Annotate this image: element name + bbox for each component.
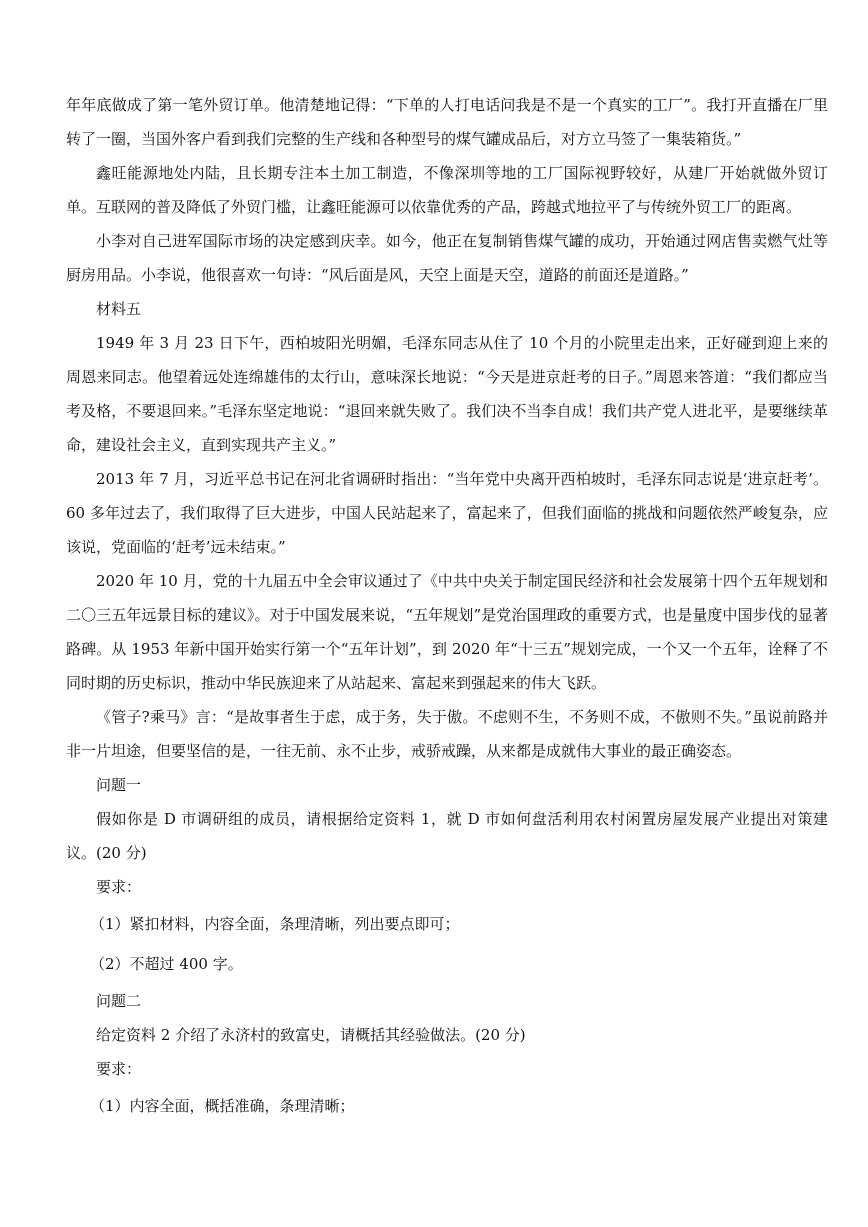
paragraph-guanzi-quote: 《管子?乘马》言：“是故事者生于虑，成于务，失于傲。不虑则不生，不务则不成，不傲则不失。”虽说前路并非一片坦途，但要坚信的是，一往无前、永不止步，戒骄戒躁，从来都是成就伟大事业的最正确姿态。: [66, 708, 828, 760]
paragraph-xibaipo-1949: 1949 年 3 月 23 日下午，西柏坡阳光明媚，毛泽东同志从住了 10 个月的小院里走出来，正好碰到迎上来的周恩来同志。他望着远处连绵雄伟的太行山，意味深长地说：“今天是进京赶考的日子。”周恩来答道：“我们都应当考及格，不要退回来。”毛泽东坚定地说：“退回来就失败了。我们决不当李自成！我们共产党人进北平，是要继续革命，建设社会主义，直到实现共产主义。”: [66, 334, 828, 454]
material-five-heading: 材料五: [96, 300, 142, 318]
paragraph-order-story: 年年底做成了第一笔外贸订单。他清楚地记得：“下单的人打电话问我是不是一个真实的工厂”。我打开直播在厂里转了一圈，当国外客户看到我们完整的生产线和各种型号的煤气罐成品后，对方立马签了一集装箱货。”: [66, 96, 828, 148]
question-two-heading: 问题二: [96, 992, 142, 1010]
paragraph-2020-five-year-plan: 2020 年 10 月，党的十九届五中全会审议通过了《中共中央关于制定国民经济和社会发展第十四个五年规划和二〇三五年远景目标的建议》。对于中国发展来说，“五年规划”是党治国理政的重要方式，也是量度中国步伐的显著路碑。从 1953 年新中国开始实行第一个“五年计划”，到 2020 年“十三五”规划完成，一个又一个五年，诠释了不同时期的历史标识，推动中华民族迎来了从站起来、富起来到强起来的伟大飞跃。: [66, 572, 828, 692]
paragraph-xinwang-energy: 鑫旺能源地处内陆，且长期专注本土加工制造，不像深圳等地的工厂国际视野较好，从建厂开始就做外贸订单。互联网的普及降低了外贸门槛，让鑫旺能源可以依靠优秀的产品，跨越式地拉平了与传统外贸工厂的距离。: [66, 164, 828, 216]
question-one-prompt: 假如你是 D 市调研组的成员，请根据给定资料 1，就 D 市如何盘活利用农村闲置房屋发展产业提出对策建议。(20 分): [66, 810, 828, 862]
question-one-heading: 问题一: [96, 776, 142, 794]
question-one-requirements-label: 要求：: [96, 878, 142, 896]
question-two-prompt: 给定资料 2 介绍了永济村的致富史，请概括其经验做法。(20 分): [96, 1026, 526, 1044]
question-one-requirement-2: （2）不超过 400 字。: [90, 955, 243, 973]
question-two-requirement-1: （1）内容全面，概括准确，条理清晰；: [90, 1097, 355, 1115]
question-two-requirements-label: 要求：: [96, 1060, 142, 1078]
question-one-requirement-1: （1）紧扣材料，内容全面，条理清晰，列出要点即可；: [90, 915, 460, 933]
paragraph-xiao-li: 小李对自己进军国际市场的决定感到庆幸。如今，他正在复制销售煤气罐的成功，开始通过网店售卖燃气灶等厨房用品。小李说，他很喜欢一句诗：“风后面是风，天空上面是天空，道路的前面还是道路。”: [66, 232, 828, 284]
paragraph-2013-speech: 2013 年 7 月，习近平总书记在河北省调研时指出：“当年党中央离开西柏坡时，毛泽东同志说是‘进京赶考’。60 多年过去了，我们取得了巨大进步，中国人民站起来了，富起来了，但我们面临的挑战和问题依然严峻复杂，应该说，党面临的‘赶考’远未结束。”: [66, 470, 828, 556]
